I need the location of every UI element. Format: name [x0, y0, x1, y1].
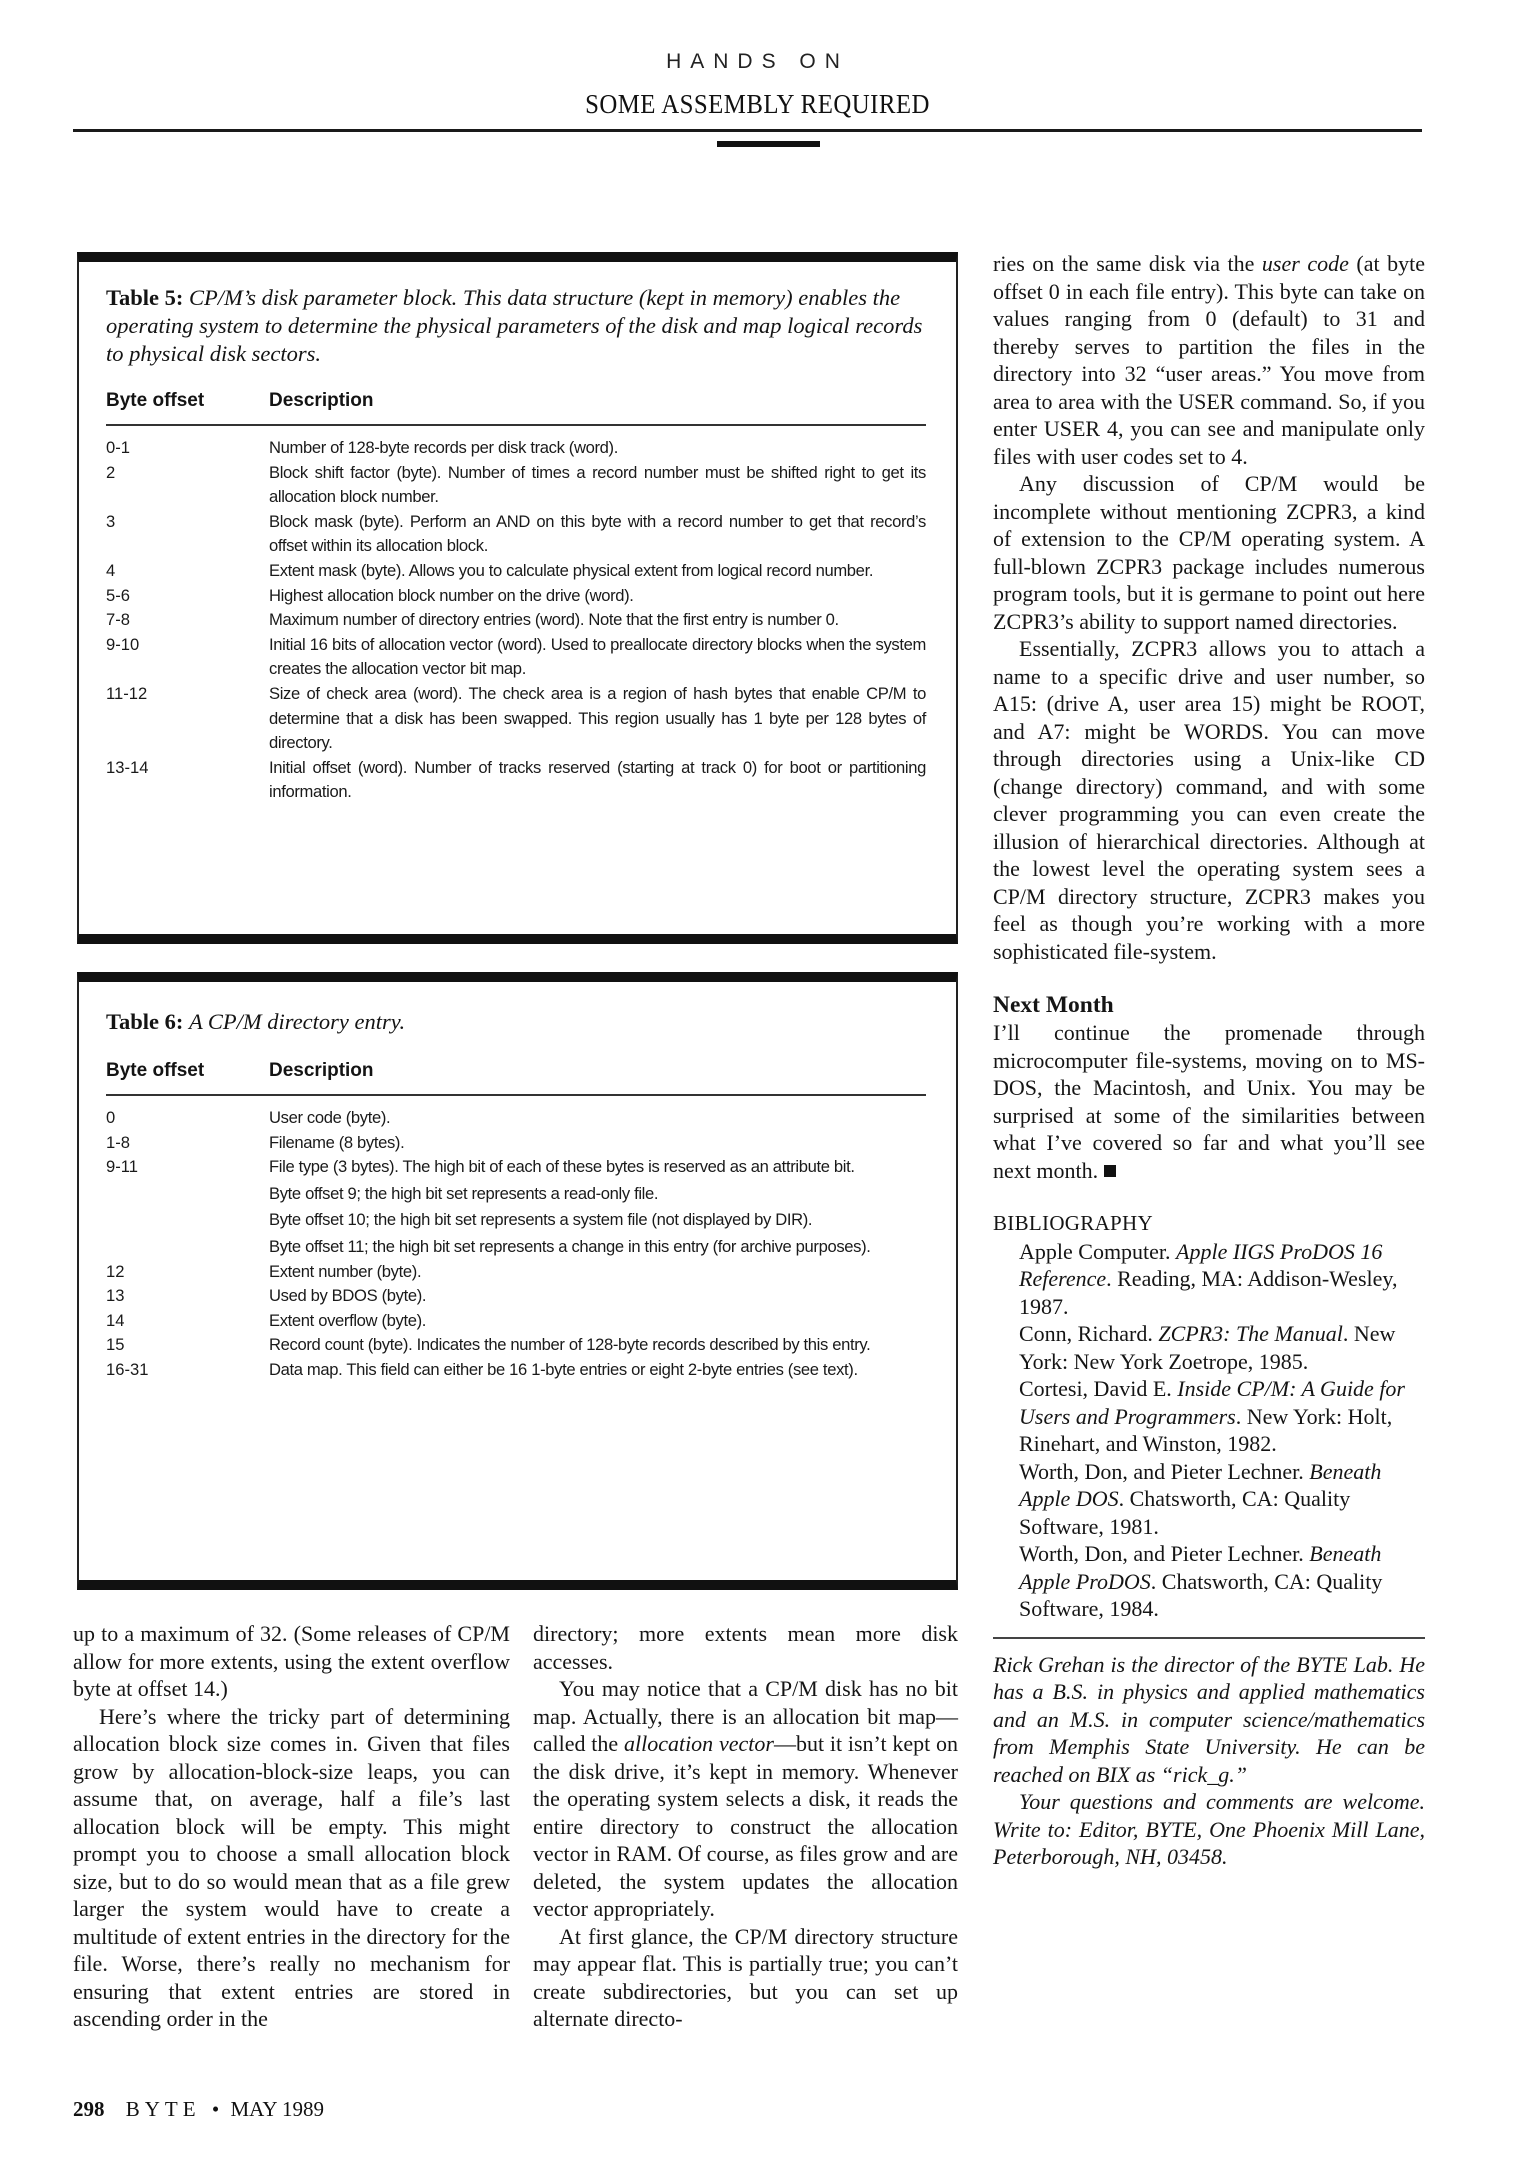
table-row — [106, 1358, 926, 1383]
table-5-body — [106, 436, 926, 805]
text-run: (at byte offset 0 in each file entry). This byte can take on values ranging from 0 (default) to 31 and thereby serves to partition the files in the directory into 32 “user areas.” You move from area to area with the USER command. So, if you enter USER 4, you can see and manipulate only files with user codes set to 4. — [993, 251, 1425, 469]
table-row — [106, 436, 926, 461]
text-run: ries on the same disk via the — [993, 251, 1262, 276]
bibliography-entry — [993, 1540, 1425, 1623]
byte-offset-cell: 1-8 — [106, 1132, 130, 1152]
description-cell — [269, 461, 926, 510]
table-row — [106, 1309, 926, 1334]
emphasis: allocation vector — [623, 1731, 774, 1756]
description-text: Block mask (byte). Perform an AND on this byte with a record number to get that record’s offset within its allocation block. — [269, 511, 926, 556]
description-text: Extent overflow (byte). — [269, 1310, 427, 1330]
description-text: Byte offset 9; the high bit set represents a read-only file. — [269, 1183, 659, 1203]
description-cell — [269, 436, 926, 461]
table-row — [106, 1260, 926, 1285]
page-footer — [73, 2097, 324, 2122]
table-row — [106, 1155, 926, 1259]
description-text: Record count (byte). Indicates the number of 128-byte records described by this entry. — [269, 1335, 871, 1355]
description-cell — [269, 584, 926, 609]
column-header-description: Description — [269, 390, 374, 411]
description-cell — [269, 1106, 926, 1131]
byte-offset-cell: 0-1 — [106, 438, 130, 457]
issue-date: MAY 1989 — [230, 2097, 324, 2121]
description-text: Filename (8 bytes). — [269, 1132, 405, 1152]
citation-text: Worth, Don, and Pieter Lechner. — [1019, 1458, 1310, 1484]
byte-offset-cell: 9-11 — [106, 1157, 138, 1177]
table-row — [106, 633, 926, 682]
table-row — [106, 1284, 926, 1309]
byte-offset-cell: 15 — [106, 1335, 125, 1355]
column-title: SOME ASSEMBLY REQUIRED — [585, 89, 930, 119]
description-text: Maximum number of directory entries (word). Note that the first entry is number 0. — [269, 610, 839, 630]
description-text: Size of check area (word). The check area is a region of hash bytes that enable CP/M to determine that a disk has been swapped. This region usually has 1 byte per 128 bytes of directory. — [269, 683, 926, 753]
description-cell — [269, 608, 926, 633]
bio-paragraph: Rick Grehan is the director of the BYTE Lab. He has a B.S. in physics and applied mathematics and an M.S. in computer science/mathematics from Memphis State University. He can be reached on BIX as “rick_g.” — [993, 1651, 1425, 1787]
byte-offset-cell: 11-12 — [106, 683, 148, 703]
paragraph: directory; more extents mean more disk accesses. — [533, 1621, 958, 1674]
bibliography-entry — [993, 1375, 1425, 1458]
description-text: User code (byte). — [269, 1108, 391, 1127]
table-6-body — [106, 1106, 926, 1383]
body-column-right — [993, 250, 1425, 1871]
byte-offset-cell: 7-8 — [106, 610, 130, 630]
description-text: Extent number (byte). — [269, 1261, 422, 1281]
description-cell — [269, 1284, 926, 1309]
table-row — [106, 1131, 926, 1156]
paragraph — [993, 250, 1425, 470]
byte-offset-cell: 12 — [106, 1261, 125, 1281]
description-text: Block shift factor (byte). Number of times a record number must be shifted right to get its allocation block number. — [269, 462, 926, 507]
table-6-header — [106, 1060, 926, 1096]
table-row — [106, 461, 926, 510]
description-cell — [269, 1333, 926, 1358]
bibliography-heading: BIBLIOGRAPHY — [993, 1211, 1153, 1235]
text-run: You may notice that a CP/M disk has no bit map. Actually, there is an allocation bit map—called the — [533, 1676, 958, 1756]
header-accent-bar — [717, 141, 820, 147]
book-title: Inside CP/M: A Guide for Users and Programmers — [1019, 1376, 1405, 1429]
byte-offset-cell: 13-14 — [106, 757, 149, 777]
byte-offset-cell: 2 — [106, 462, 116, 482]
paragraph: Here’s where the tricky part of determining allocation block size comes in. Given that files grow by allocation-block-size leaps, you can assume that, on average, half a file’s last allocation block will be empty. This might prompt you to choose a small allocation block size, but to do so would mean that as a file grew larger the system would have to create a multitude of extent entries in the directory for the file. Worse, there’s really no mechanism for ensuring that extent entries are stored in ascending order in the — [73, 1703, 510, 2031]
table-5-label: Table 5: — [106, 285, 184, 310]
description-text: Data map. This field can either be 16 1-byte entries or eight 2-byte entries (see text). — [269, 1359, 858, 1379]
bibliography-list — [993, 1238, 1425, 1623]
citation-text: Apple Computer. — [1019, 1238, 1177, 1264]
byte-offset-cell: 14 — [106, 1310, 125, 1330]
paragraph: up to a maximum of 32. (Some releases of CP/M allow for more extents, using the extent overflow byte at offset 14.) — [73, 1621, 510, 1701]
description-cell — [269, 633, 926, 682]
end-of-article-mark-icon — [1104, 1165, 1116, 1177]
body-column-left — [73, 1620, 510, 2033]
table-5 — [77, 252, 958, 944]
table-6-label: Table 6: — [106, 1009, 184, 1034]
description-text: Extent mask (byte). Allows you to calculate physical extent from logical record number. — [269, 560, 874, 580]
byte-offset-cell: 5-6 — [106, 585, 130, 605]
bibliography-entry — [993, 1238, 1425, 1321]
description-text: Byte offset 11; the high bit set represents a change in this entry (for archive purposes). — [269, 1236, 871, 1256]
citation-text: Worth, Don, and Pieter Lechner. — [1019, 1541, 1310, 1566]
table-5-caption — [106, 284, 928, 368]
table-row — [106, 682, 926, 756]
citation-text: Conn, Richard. — [1019, 1321, 1159, 1346]
table-row — [106, 559, 926, 584]
text-run: I’ll continue the promenade through microcomputer file-systems, moving on to MS-DOS, the Macintosh, and Unix. You may be surprised at some of the similarities between what I’ve covered so far and what you’ll see next month. — [993, 1020, 1425, 1183]
description-text: Highest allocation block number on the drive (word). — [269, 585, 634, 605]
paragraph — [533, 1675, 958, 1923]
book-title: Beneath Apple DOS — [1019, 1458, 1382, 1511]
citation-text: . Chatsworth, CA: Quality Software, 1981. — [1019, 1486, 1351, 1539]
description-text: Initial 16 bits of allocation vector (word). Used to preallocate directory blocks when the system creates the allocation vector bit map. — [269, 634, 926, 679]
column-header-byte-offset: Byte offset — [106, 1060, 205, 1081]
description-cell — [269, 1260, 926, 1285]
paragraph: Any discussion of CP/M would be incomplete without mentioning ZCPR3, a kind of extension to the CP/M operating system. A full-blown ZCPR3 package includes numerous program tools, but it is germane to point out here ZCPR3’s ability to support named directories. — [993, 471, 1425, 634]
description-text: Number of 128-byte records per disk track (word). — [269, 438, 618, 457]
bio-divider — [993, 1637, 1425, 1639]
citation-text: Cortesi, David E. — [1019, 1376, 1178, 1401]
description-cell — [269, 1358, 926, 1383]
description-cell — [269, 682, 926, 756]
table-5-header — [106, 390, 926, 426]
column-header-byte-offset: Byte offset — [106, 390, 205, 411]
description-cell — [269, 1155, 926, 1259]
description-text: File type (3 bytes). The high bit of each of these bytes is reserved as an attribute bit. — [269, 1157, 855, 1177]
emphasis: user code — [1261, 251, 1349, 276]
bibliography-entry — [993, 1320, 1425, 1375]
byte-offset-cell: 9-10 — [106, 634, 140, 654]
bibliography-entry — [993, 1458, 1425, 1541]
table-row — [106, 608, 926, 633]
body-column-middle — [533, 1620, 958, 2033]
table-6-caption-text: A CP/M directory entry. — [188, 1009, 406, 1034]
byte-offset-cell: 16-31 — [106, 1359, 149, 1379]
description-text: Byte offset 10; the high bit set represents a system file (not displayed by DIR). — [269, 1210, 813, 1230]
table-6 — [77, 972, 958, 1590]
citation-text: . New York: New York Zoetrope, 1985. — [1019, 1321, 1396, 1374]
description-cell — [269, 756, 926, 805]
magazine-name: BYTE — [125, 2097, 201, 2121]
table-row — [106, 584, 926, 609]
byte-offset-cell: 13 — [106, 1286, 125, 1306]
table-row — [106, 756, 926, 805]
contact-paragraph: Your questions and comments are welcome. Write to: Editor, BYTE, One Phoenix Mill Lane, Peterborough, NH, 03458. — [993, 1789, 1425, 1869]
author-bio — [993, 1651, 1425, 1871]
paragraph: At first glance, the CP/M directory structure may appear flat. This is partially true; you can’t create subdirectories, but you can set up alternate directo- — [533, 1923, 958, 2031]
byte-offset-cell: 3 — [106, 511, 116, 531]
next-month-paragraph — [993, 1019, 1425, 1184]
column-header-description: Description — [269, 1060, 374, 1081]
header-rule — [73, 129, 1422, 132]
page-number: 298 — [73, 2097, 105, 2121]
citation-text: . New York: Holt, Rinehart, and Winston, 1982. — [1019, 1403, 1393, 1456]
citation-text: . Reading, MA: Addison-Wesley, 1987. — [1019, 1266, 1398, 1319]
table-row — [106, 1333, 926, 1358]
next-month-heading: Next Month — [993, 992, 1114, 1018]
byte-offset-cell: 0 — [106, 1108, 116, 1127]
book-title: Beneath Apple ProDOS — [1019, 1541, 1382, 1594]
description-text: Used by BDOS (byte). — [269, 1286, 427, 1306]
separator: • — [211, 2097, 220, 2121]
paragraph: Essentially, ZCPR3 allows you to attach a name to a specific drive and user number, so A15: (drive A, user area 15) might be ROOT, and A7: might be WORDS. You can move through directories using a Unix-like CD (change directory) command, and with some clever programming you can even create the illusion of hierarchical directories. Although at the lowest level the operating system sees a CP/M directory structure, ZCPR3 makes you feel as though you’re working with a more sophisticated file-system. — [993, 636, 1425, 964]
text-run: —but it isn’t kept on the disk drive, it’s kept in memory. Whenever the operating system selects a disk, it reads the entire directory to construct the allocation vector in RAM. Of course, as files grow and are deleted, the system updates the allocation vector appropriately. — [533, 1731, 958, 1921]
table-row — [106, 1106, 926, 1131]
section-kicker: HANDS ON — [666, 50, 849, 73]
book-title: Apple IIGS ProDOS 16 Reference — [1019, 1238, 1383, 1291]
description-cell — [269, 1131, 926, 1156]
table-6-caption — [106, 1008, 928, 1036]
description-text: Initial offset (word). Number of tracks reserved (starting at track 0) for boot or partitioning information. — [269, 757, 926, 802]
citation-text: . Chatsworth, CA: Quality Software, 1984. — [1019, 1568, 1383, 1621]
description-cell — [269, 559, 926, 584]
byte-offset-cell: 4 — [106, 560, 116, 580]
table-row — [106, 510, 926, 559]
table-5-caption-text: CP/M’s disk parameter block. This data structure (kept in memory) enables the operating system to determine the physical parameters of the disk and map logical records to physical disk sectors. — [106, 285, 923, 366]
description-cell — [269, 1309, 926, 1334]
book-title: ZCPR3: The Manual — [1158, 1321, 1343, 1346]
description-cell — [269, 510, 926, 559]
